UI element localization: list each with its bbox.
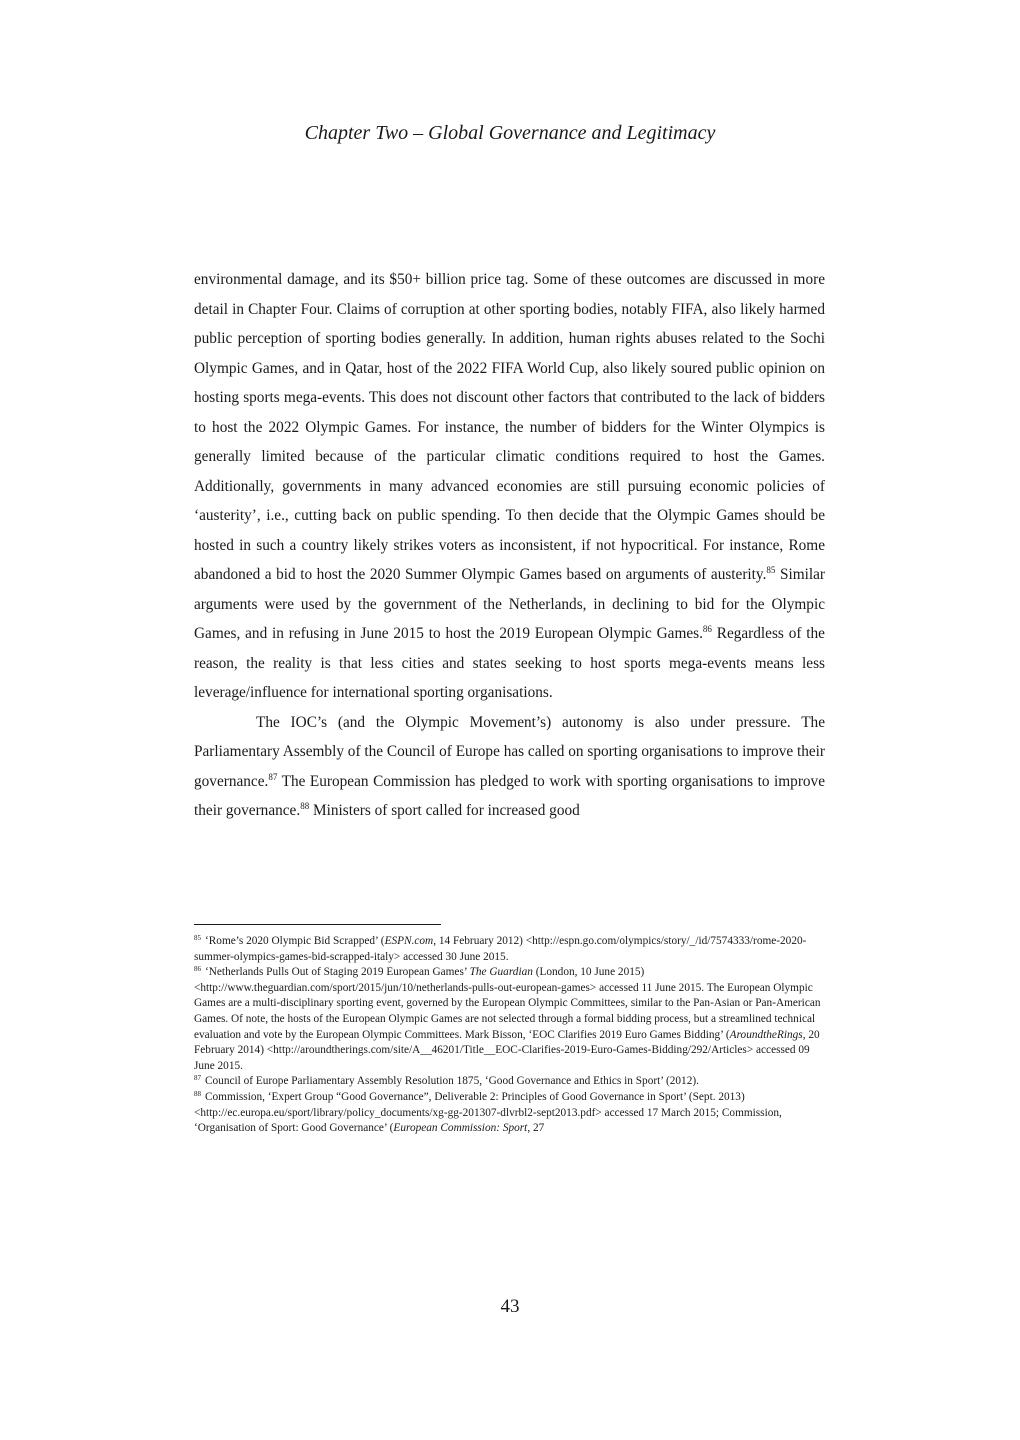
text-run: Regardless of the reason, the reality is that less cities and states seeking to host sports mega-events means less leverage/influence for international sporting organisations. bbox=[194, 625, 825, 701]
footnote-text: , 27 bbox=[527, 1122, 545, 1135]
running-header: Chapter Two – Global Governance and Legitimacy bbox=[304, 122, 716, 144]
footnote-number: 86 bbox=[194, 965, 201, 974]
paragraph bbox=[194, 265, 825, 708]
footnote-number: 85 bbox=[194, 934, 201, 942]
text-run: Similar arguments were used by the government of the Netherlands, in declining to bid for the Olympic Games, and in refusing in June 2015 to host the 2019 European Olympic Games. bbox=[194, 566, 825, 642]
footnote-text: , 14 February 2012) <http://espn.go.com/olympics/story/_/id/7574333/rome-2020-summer-olympics-games-bid-scrapped-italy> accessed 30 June 2015. bbox=[194, 935, 807, 963]
text-run: Ministers of sport called for increased good bbox=[309, 802, 580, 819]
footnote-number: 88 bbox=[194, 1089, 201, 1098]
footnote-ref-88[interactable]: 88 bbox=[300, 801, 310, 811]
footnote-separator bbox=[194, 924, 441, 925]
footnote-text: Commission, ‘Expert Group “Good Governance”, Deliverable 2: Principles of Good Governance in Sport’ (Sept. 2013) <http://ec.europa.eu/sport/library/policy_documents/xg-gg-201307-dlvrbl2-sept2013.pdf> accessed 17 March 2015; Commission, ‘Organisation of Sport: Good Governance’ ( bbox=[194, 1090, 782, 1135]
footnote-86 bbox=[194, 965, 825, 1074]
footnote-text: (London, 10 June 2015) <http://www.theguardian.com/sport/2015/jun/10/netherlands-pulls-out-european-games> accessed 11 June 2015. The European Olympic Games are a multi-disciplinary sporting event, governed by the European Olympic Committees, similar to the Pan-Asian or Pan-American Games. Of note, the hosts of the European Olympic Games are not selected through a formal bidding process, but a streamlined technical evaluation and vote by the European Olympic Committees. Mark Bisson, ‘EOC Clarifies 2019 Euro Games Bidding’ ( bbox=[194, 966, 821, 1041]
text-run: The European Commission has pledged to work with sporting organisations to improve their governance. bbox=[194, 772, 825, 819]
footnote-text: ‘Netherlands Pulls Out of Staging 2019 European Games’ bbox=[205, 966, 470, 979]
footnote-number: 87 bbox=[194, 1074, 201, 1083]
footnote-ref-85[interactable]: 85 bbox=[766, 565, 776, 575]
page-number: 43 bbox=[500, 1296, 520, 1317]
source-title: ESPN.com bbox=[384, 935, 434, 947]
source-title: The Guardian bbox=[469, 966, 533, 979]
footnote-ref-86[interactable]: 86 bbox=[702, 624, 712, 634]
footnotes bbox=[194, 934, 825, 1137]
footnote-88 bbox=[194, 1090, 825, 1137]
text-run: environmental damage, and its $50+ billion price tag. Some of these outcomes are discussed in more detail in Chapter Four. Claims of corruption at other sporting bodies, notably FIFA, also likely harmed public perception of sporting bodies generally. In addition, human rights abuses related to the Sochi Olympic Games, and in Qatar, host of the 2022 FIFA World Cup, also likely soured public opinion on hosting sports mega-events. This does not discount other factors that contributed to the lack of bidders to host the 2022 Olympic Games. For instance, the number of bidders for the Winter Olympics is generally limited because of the particular climatic conditions required to host the Games. Additionally, governments in many advanced economies are still pursuing economic policies of ‘austerity’, i.e., cutting back on public spending. To then decide that the Olympic Games should be hosted in such a country likely strikes voters as inconsistent, if not hypocritical. For instance, Rome abandoned a bid to host the 2020 Summer Olympic Games based on arguments of austerity. bbox=[194, 271, 825, 583]
footnote-text: , 20 February 2014) <http://aroundtherings.com/site/A__46201/Title__EOC-Clarifies-2019-Euro-Games-Bidding/292/Articles> accessed 09 June 2015. bbox=[194, 1028, 820, 1072]
footnote-85 bbox=[194, 934, 825, 965]
footnote-text: ‘Rome’s 2020 Olympic Bid Scrapped’ ( bbox=[205, 935, 385, 947]
footnote-ref-87[interactable]: 87 bbox=[268, 771, 278, 782]
body-text bbox=[194, 265, 825, 826]
source-title: AroundtheRings bbox=[729, 1028, 803, 1041]
footnote-text: Council of Europe Parliamentary Assembly Resolution 1875, ‘Good Governance and Ethics in Sport’ (2012). bbox=[205, 1075, 699, 1088]
paragraph bbox=[194, 708, 825, 826]
text-run: The IOC’s (and the Olympic Movement’s) autonomy is also under pressure. The Parliamentary Assembly of the Council of Europe has called on sporting organisations to improve their governance. bbox=[194, 713, 826, 790]
source-title: European Commission: Sport bbox=[393, 1122, 528, 1135]
footnote-87 bbox=[194, 1074, 825, 1090]
